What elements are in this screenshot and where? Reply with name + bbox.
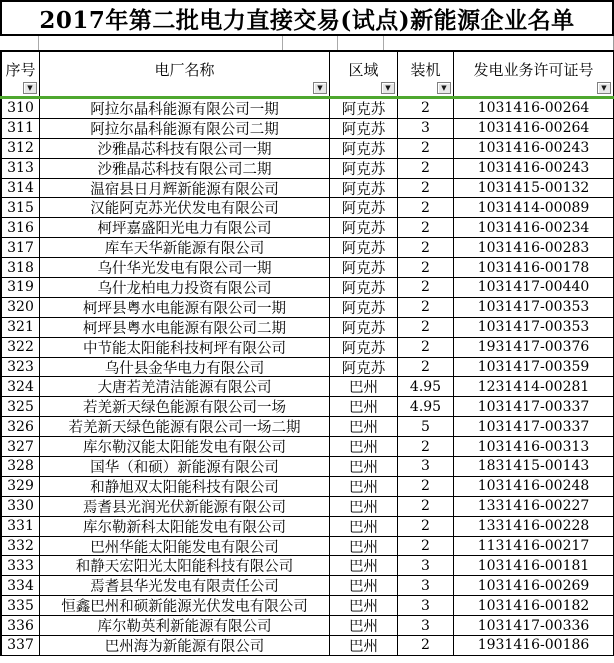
cell-license[interactable]: 1931417-00376 <box>477 339 590 356</box>
cell-name[interactable]: 库尔勒英利新能源有限公司 <box>40 616 330 635</box>
table-body <box>0 99 614 656</box>
cell-license[interactable]: 1031416-00264 <box>477 120 590 137</box>
cell-name[interactable]: 巴州华能太阳能发电有限公司 <box>40 537 330 556</box>
cell-region[interactable]: 阿克苏 <box>330 218 398 237</box>
cell-license[interactable]: 1031416-00243 <box>477 160 590 177</box>
table-row <box>0 397 614 417</box>
cell-name[interactable]: 柯坪县粤水电能源有限公司二期 <box>40 318 330 337</box>
header-cell-seq[interactable] <box>2 52 40 96</box>
cell-seq[interactable]: 320 <box>2 298 40 317</box>
cell-capacity[interactable]: 2 <box>398 497 454 516</box>
cell-seq[interactable]: 311 <box>2 119 40 138</box>
gridline <box>282 36 283 50</box>
cell-region[interactable]: 阿克苏 <box>330 258 398 277</box>
cell-license[interactable]: 1831415-00143 <box>477 458 590 475</box>
cell-region[interactable]: 巴州 <box>330 576 398 595</box>
header-label: 装机 <box>410 60 441 79</box>
cell-name[interactable]: 大唐若羌清洁能源有限公司 <box>40 377 330 396</box>
table-row <box>0 159 614 179</box>
filter-dropdown-button[interactable]: ▼ <box>597 82 611 94</box>
header-cell-capacity[interactable] <box>398 52 454 96</box>
cell-seq[interactable]: 317 <box>2 238 40 257</box>
cell-license[interactable]: 1931416-00186 <box>477 637 590 654</box>
cell-region[interactable]: 阿克苏 <box>330 139 398 158</box>
table-row <box>0 437 614 457</box>
table-row <box>0 238 614 258</box>
cell-name[interactable]: 乌什华光发电有限公司一期 <box>40 258 330 277</box>
cell-name[interactable]: 沙雅晶芯科技有限公司一期 <box>40 139 330 158</box>
cell-capacity[interactable]: 2 <box>398 258 454 277</box>
header-cell-license[interactable] <box>454 52 613 96</box>
cell-name[interactable]: 若羌新天绿色能源有限公司一场二期 <box>40 417 330 436</box>
cell-license[interactable]: 1331416-00228 <box>477 518 590 535</box>
cell-capacity[interactable]: 2 <box>398 159 454 178</box>
cell-region[interactable]: 阿克苏 <box>330 318 398 337</box>
cell-capacity[interactable]: 5 <box>398 417 454 436</box>
cell-name[interactable]: 库车天华新能源有限公司 <box>40 238 330 257</box>
cell-region[interactable]: 巴州 <box>330 377 398 396</box>
cell-region[interactable]: 巴州 <box>330 397 398 416</box>
cell-license[interactable]: 1031417-00337 <box>477 418 590 435</box>
cell-capacity[interactable]: 3 <box>398 119 454 138</box>
cell-region[interactable]: 阿克苏 <box>330 278 398 297</box>
cell-name[interactable]: 阿拉尔晶科能源有限公司二期 <box>40 119 330 138</box>
cell-capacity[interactable]: 3 <box>398 457 454 476</box>
cell-seq[interactable]: 314 <box>2 179 40 198</box>
cell-capacity[interactable]: 2 <box>398 179 454 198</box>
cell-capacity[interactable]: 2 <box>398 517 454 536</box>
header-label: 序号 <box>5 60 36 79</box>
header-cell-name[interactable] <box>40 52 330 96</box>
cell-license[interactable]: 1331416-00227 <box>477 498 590 515</box>
cell-name[interactable]: 库尔勒汉能太阳能发电有限公司 <box>40 437 330 456</box>
cell-seq[interactable]: 332 <box>2 537 40 556</box>
cell-capacity[interactable]: 2 <box>398 278 454 297</box>
gridline <box>38 36 39 50</box>
table-row <box>0 139 614 159</box>
cell-license[interactable]: 1031416-00283 <box>477 239 590 256</box>
table-row <box>0 119 614 139</box>
cell-name[interactable]: 和静旭双太阳能科技有限公司 <box>40 477 330 496</box>
table-row <box>0 497 614 517</box>
table-row <box>0 477 614 497</box>
cell-region[interactable]: 阿克苏 <box>330 179 398 198</box>
cell-seq[interactable]: 321 <box>2 318 40 337</box>
cell-seq[interactable]: 335 <box>2 596 40 615</box>
cell-region[interactable]: 巴州 <box>330 477 398 496</box>
table-row <box>0 377 614 397</box>
cell-name[interactable]: 和静天宏阳光太阳能科技有限公司 <box>40 556 330 575</box>
cell-name[interactable]: 焉耆县光润光伏新能源有限公司 <box>40 497 330 516</box>
cell-seq[interactable]: 313 <box>2 159 40 178</box>
table-row <box>0 576 614 596</box>
table-row <box>0 99 614 119</box>
cell-seq[interactable]: 322 <box>2 338 40 357</box>
cell-region[interactable]: 巴州 <box>330 417 398 436</box>
cell-license[interactable]: 1031416-00178 <box>477 259 590 276</box>
cell-seq[interactable]: 326 <box>2 417 40 436</box>
cell-seq[interactable]: 329 <box>2 477 40 496</box>
table-row <box>0 198 614 218</box>
cell-name[interactable]: 沙雅晶芯科技有限公司二期 <box>40 159 330 178</box>
cell-license[interactable]: 1031414-00089 <box>477 199 590 216</box>
cell-region[interactable]: 巴州 <box>330 537 398 556</box>
cell-seq[interactable]: 323 <box>2 358 40 377</box>
cell-seq[interactable]: 312 <box>2 139 40 158</box>
table-row <box>0 636 614 656</box>
cell-capacity[interactable]: 2 <box>398 636 454 655</box>
cell-capacity[interactable]: 3 <box>398 556 454 575</box>
cell-capacity[interactable]: 2 <box>398 139 454 158</box>
table-row <box>0 616 614 636</box>
cell-name[interactable]: 柯坪县粤水电能源有限公司一期 <box>40 298 330 317</box>
cell-region[interactable]: 巴州 <box>330 636 398 655</box>
cell-capacity[interactable]: 2 <box>398 358 454 377</box>
table-row <box>0 556 614 576</box>
cell-name[interactable]: 巴州海为新能源有限公司 <box>40 636 330 655</box>
cell-capacity[interactable]: 4.95 <box>398 397 454 416</box>
cell-region[interactable]: 巴州 <box>330 437 398 456</box>
cell-region[interactable]: 巴州 <box>330 556 398 575</box>
cell-license[interactable]: 1231414-00281 <box>477 378 590 395</box>
gridline <box>383 36 384 50</box>
cell-seq[interactable]: 337 <box>2 636 40 655</box>
grid-spacer-row <box>0 36 614 50</box>
filter-dropdown-button[interactable]: ▼ <box>381 82 395 94</box>
cell-license[interactable]: 1031416-00269 <box>477 577 590 594</box>
cell-capacity[interactable]: 3 <box>398 596 454 615</box>
table-row <box>0 278 614 298</box>
cell-name[interactable]: 汉能阿克苏光伏发电有限公司 <box>40 198 330 217</box>
table-row <box>0 179 614 199</box>
cell-region[interactable]: 阿克苏 <box>330 119 398 138</box>
cell-capacity[interactable]: 2 <box>398 238 454 257</box>
cell-seq[interactable]: 315 <box>2 198 40 217</box>
cell-license[interactable]: 1031417-00359 <box>477 359 590 376</box>
table-row <box>0 338 614 358</box>
cell-seq[interactable]: 316 <box>2 218 40 237</box>
cell-name[interactable]: 柯坪嘉盛阳光电力有限公司 <box>40 218 330 237</box>
cell-name[interactable]: 乌什县金华电力有限公司 <box>40 358 330 377</box>
cell-license[interactable]: 1031416-00234 <box>477 219 590 236</box>
sheet-title <box>0 0 614 36</box>
table-row <box>0 258 614 278</box>
table-row <box>0 358 614 378</box>
cell-capacity[interactable]: 2 <box>398 318 454 337</box>
cell-license[interactable]: 1031416-00313 <box>477 438 590 455</box>
cell-capacity[interactable]: 2 <box>398 477 454 496</box>
cell-license[interactable]: 1031417-00337 <box>477 398 590 415</box>
filter-dropdown-button[interactable]: ▼ <box>23 82 37 94</box>
cell-license[interactable]: 1031417-00336 <box>477 617 590 634</box>
cell-region[interactable]: 阿克苏 <box>330 338 398 357</box>
cell-seq[interactable]: 330 <box>2 497 40 516</box>
cell-name[interactable]: 库尔勒新科太阳能发电有限公司 <box>40 517 330 536</box>
cell-seq[interactable]: 331 <box>2 517 40 536</box>
cell-name[interactable]: 中节能太阳能科技柯坪有限公司 <box>40 338 330 357</box>
cell-seq[interactable]: 325 <box>2 397 40 416</box>
cell-name[interactable]: 恒鑫巴州和硕新能源光伏发电有限公司 <box>40 596 330 615</box>
cell-capacity[interactable]: 2 <box>398 298 454 317</box>
cell-license[interactable]: 1031417-00353 <box>477 299 590 316</box>
table-row <box>0 298 614 318</box>
cell-region[interactable]: 巴州 <box>330 517 398 536</box>
cell-name[interactable]: 若羌新天绿色能源有限公司一场 <box>40 397 330 416</box>
cell-capacity[interactable]: 3 <box>398 576 454 595</box>
cell-capacity[interactable]: 4.95 <box>398 377 454 396</box>
filter-dropdown-button[interactable]: ▼ <box>313 82 327 94</box>
cell-capacity[interactable]: 2 <box>398 537 454 556</box>
cell-region[interactable]: 巴州 <box>330 457 398 476</box>
cell-region[interactable]: 阿克苏 <box>330 99 398 118</box>
cell-name[interactable]: 乌什龙柏电力投资有限公司 <box>40 278 330 297</box>
sheet-title-text: 2017年第二批电力直接交易(试点)新能源企业名单 <box>39 6 575 34</box>
cell-capacity[interactable]: 2 <box>398 99 454 118</box>
cell-license[interactable]: 1031416-00182 <box>477 597 590 614</box>
cell-region[interactable]: 阿克苏 <box>330 298 398 317</box>
cell-license[interactable]: 1031417-00353 <box>477 319 590 336</box>
cell-name[interactable]: 阿拉尔晶科能源有限公司一期 <box>40 99 330 118</box>
cell-region[interactable]: 阿克苏 <box>330 358 398 377</box>
cell-license[interactable]: 1031417-00440 <box>477 279 590 296</box>
cell-seq[interactable]: 324 <box>2 377 40 396</box>
table-row <box>0 537 614 557</box>
table-row <box>0 318 614 338</box>
cell-name[interactable]: 焉耆县华光发电有限责任公司 <box>40 576 330 595</box>
cell-seq[interactable]: 328 <box>2 457 40 476</box>
cell-license[interactable]: 1031416-00181 <box>477 557 590 574</box>
cell-seq[interactable]: 319 <box>2 278 40 297</box>
cell-seq[interactable]: 310 <box>2 99 40 118</box>
cell-license[interactable]: 1031416-00248 <box>477 478 590 495</box>
cell-region[interactable]: 阿克苏 <box>330 159 398 178</box>
table-row <box>0 417 614 437</box>
cell-capacity[interactable]: 2 <box>398 338 454 357</box>
filter-dropdown-button[interactable]: ▼ <box>437 82 451 94</box>
header-cell-region[interactable] <box>330 52 398 96</box>
cell-name[interactable]: 国华（和硕）新能源有限公司 <box>40 457 330 476</box>
cell-region[interactable]: 阿克苏 <box>330 198 398 217</box>
cell-seq[interactable]: 334 <box>2 576 40 595</box>
table-row <box>0 457 614 477</box>
cell-seq[interactable]: 336 <box>2 616 40 635</box>
cell-seq[interactable]: 333 <box>2 556 40 575</box>
table-row <box>0 218 614 238</box>
cell-seq[interactable]: 327 <box>2 437 40 456</box>
header-label: 发电业务许可证号 <box>473 60 594 79</box>
cell-license[interactable]: 1031415-00132 <box>477 180 590 196</box>
cell-capacity[interactable]: 2 <box>398 437 454 456</box>
table-header-row <box>0 50 614 96</box>
gridline <box>337 36 338 50</box>
cell-license[interactable]: 1131416-00217 <box>477 538 590 555</box>
table-row <box>0 596 614 616</box>
cell-capacity[interactable]: 2 <box>398 198 454 217</box>
cell-seq[interactable]: 318 <box>2 258 40 277</box>
cell-region[interactable]: 巴州 <box>330 616 398 635</box>
table-row <box>0 517 614 537</box>
cell-region[interactable]: 巴州 <box>330 497 398 516</box>
cell-capacity[interactable]: 3 <box>398 616 454 635</box>
cell-license[interactable]: 1031416-00264 <box>477 100 590 117</box>
cell-name[interactable]: 温宿县日月辉新能源有限公司 <box>40 179 330 198</box>
header-label: 电厂名称 <box>154 60 215 79</box>
cell-license[interactable]: 1031416-00243 <box>477 140 590 157</box>
cell-capacity[interactable]: 2 <box>398 218 454 237</box>
header-label: 区域 <box>348 60 379 79</box>
cell-region[interactable]: 阿克苏 <box>330 238 398 257</box>
cell-region[interactable]: 巴州 <box>330 596 398 615</box>
